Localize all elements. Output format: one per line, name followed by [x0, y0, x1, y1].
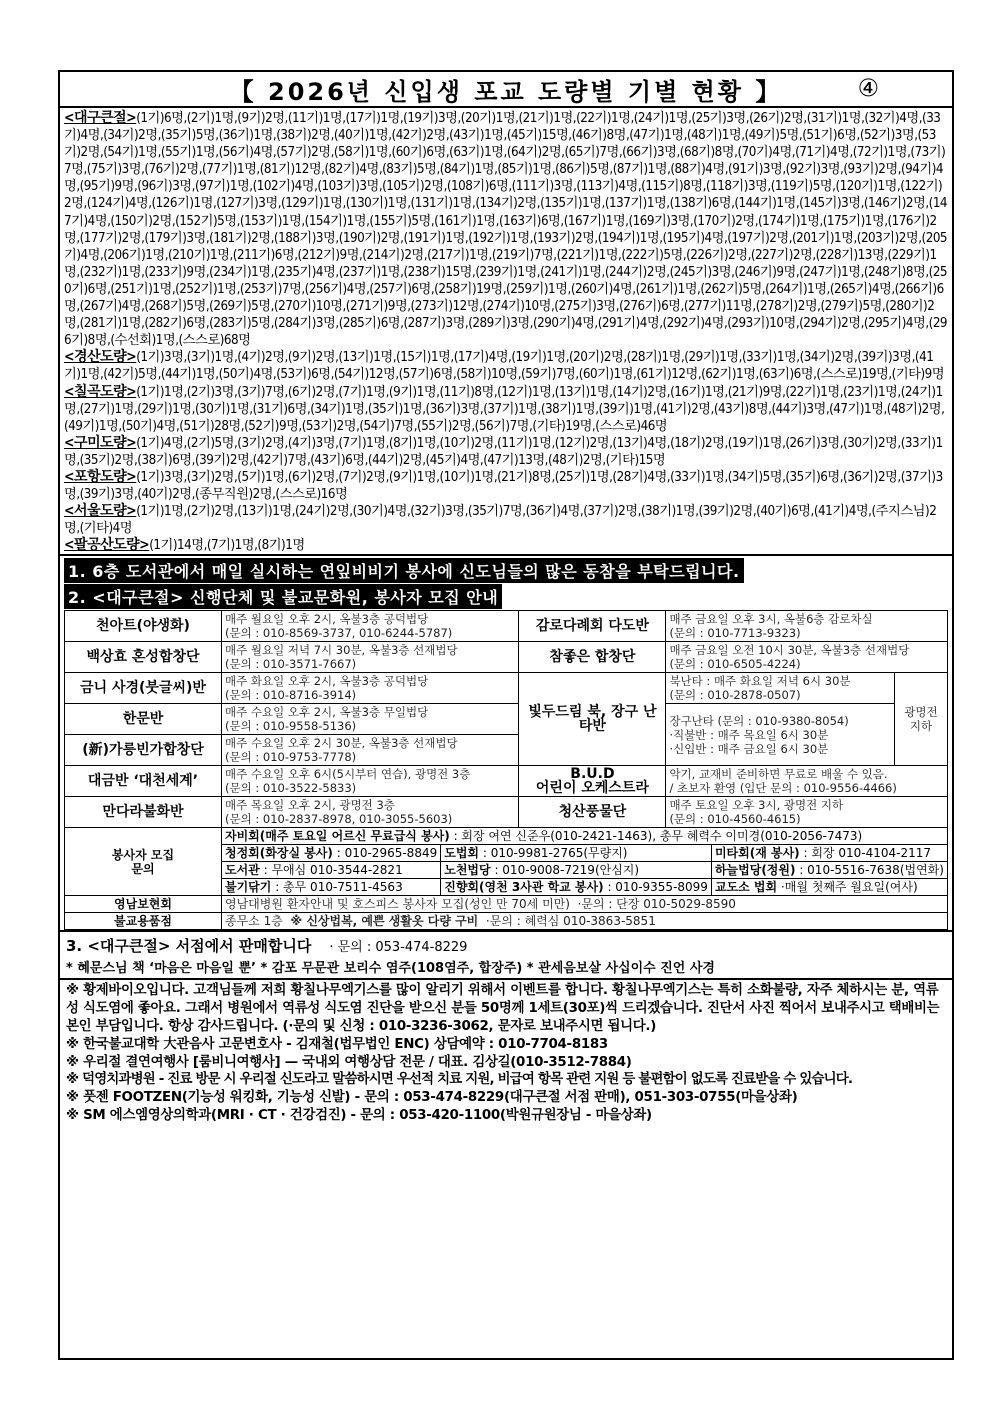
group-name: B.U.D 어린이 오케스트라 [519, 766, 666, 797]
group-name: 빛두드림 북, 장구 난타반 [519, 673, 666, 766]
volunteer-label: 봉사자 모집 문의 [65, 828, 222, 896]
group-info: 북난타 : 매주 화요일 저녁 6시 30분 (문의 : 010-2878-0507) [666, 673, 895, 704]
page-frame [58, 70, 954, 1360]
group-info: 악기, 교재비 준비하면 무료로 배울 수 있음. / 초보자 환영 (입단 문의 : 010-9556-4466) [666, 766, 948, 797]
title-text: 【 2026년 신입생 포교 도량별 기별 현황 】 [229, 77, 783, 106]
volunteer-cell: 청정회(화장실 봉사) : 010-2965-8849 [222, 845, 441, 862]
stats-section [60, 108, 952, 554]
ad-item: ※ 풋젠 FOOTZEN(기능성 워킹화, 기능성 신발) - 문의 : 053-474-8229(대구큰절 서점 판매), 051-303-0755(마을상좌) [66, 1090, 798, 1106]
volunteer-cell: 불기닦기 : 총무 010-7511-4563 [222, 879, 441, 896]
volunteer-cell: 미타회(재 봉사) : 회장 010-4104-2117 [711, 845, 947, 862]
table-row [65, 828, 948, 845]
table-row [65, 642, 948, 673]
table-row [65, 704, 948, 735]
stats-text: (1기)6명,(2기)1명,(9기)2명,(11기)1명,(17기)1명,(19기)3명,(20기)1명,(21기)1명,(22기)1명,(24기)1명,(25기)3명,(26기)2명,(31기)1명,(32기)4명,(33기)4명,(34기)2명,(35기)5명,(36기)1명,(38기)2명,(40기)1명,(42기)2명,(43기)1명,(45기)15명,(46기)8명,(47기)1명,(48기)1명,(49기)5명,(51기)6명,(52기)3명,(53기)2명,(54기)1명,(55기)1명,(56기)4명,(57기)2명,(58기)1명,(60기)6명,(63기)1명,(64기)2명,(65기)7명,(66기)3명,(68기)8명,(70기)4명,(71기)4명,(72기)1명,(73기)7명,(75기)3명,(76기)2명,(77기)1명,(81기)12명,(82기)4명,(83기)5명,(84기)1명,(85기)1명,(86기)5명,(87기)1명,(88기)4명,(91기)3명,(92기)3명,(93기)2명,(94기)4명,(95기)9명,(96기)3명,(97기)1명,(102기)4명,(103기)3명,(105기)2명,(108기)6명,(111기)3명,(113기)4명,(115기)8명,(118기)3명,(119기)5명,(120기)1명,(122기)2명,(124기)4명,(126기)1명,(127기)3명,(129기)1명,(130기)1명,(131기)1명,(134기)2명,(135기)1명,(137기)1명,(138기)6명,(144기)1명,(145기)3명,(146기)2명,(147기)4명,(150기)2명,(152기)5명,(153기)1명,(154기)1명,(155기)5명,(161기)1명,(163기)6명,(167기)1명,(169기)3명,(170기)2명,(174기)1명,(175기)1명,(176기)2명,(177기)2명,(179기)3명,(181기)2명,(188기)3명,(190기)2명,(191기)1명,(192기)1명,(193기)2명,(194기)1명,(195기)4명,(197기)2명,(201기)1명,(203기)2명,(205기)4명,(206기)1명,(210기)1명,(211기)6명,(212기)9명,(214기)2명,(217기)1명,(219기)7명,(221기)1명,(222기)5명,(226기)2명,(227기)2명,(228기)13명,(229기)1명,(232기)1명,(233기)9명,(234기)1명,(235기)4명,(237기)1명,(238기)15명,(239기)1명,(241기)1명,(244기)2명,(245기)3명,(246기)9명,(247기)1명,(248기)8명,(250기)6명,(251기)1명,(252기)1명,(253기)7명,(256기)4명,(257기)6명,(258기)19명,(259기)1명,(260기)4명,(261기)1명,(262기)5명,(264기)1명,(265기)4명,(266기)6명,(267기)4명,(268기)5명,(269기)5명,(270기)10명,(271기)9명,(273기)12명,(274기)10명,(275기)3명,(276기)6명,(277기)11명,(278기)2명,(279기)5명,(280기)2명,(281기)1명,(282기)6명,(283기)5명,(284기)3명,(285기)6명,(287기)3명,(289기)3명,(290기)4명,(291기)4명,(292기)4명,(293기)10명,(294기)2명,(295기)4명,(296기)8명,(수선회)1명,(스스로)68명 [64, 111, 948, 349]
group-name: 만다라불화반 [65, 797, 222, 828]
ads-section [60, 978, 952, 1126]
volunteer-cell: 진향회(영천 3사관 학교 봉사) : 010-9355-8099 [441, 879, 712, 896]
stats-gyeongsan [64, 349, 948, 383]
group-info: 매주 월요일 오후 2시, 옥불3층 공덕법당 (문의 : 010-8569-3737, 010-6244-5787) [222, 611, 519, 642]
group-info: 매주 화요일 오후 2시, 옥불3층 공덕법당 (문의 : 010-8716-3914) [222, 673, 519, 704]
temple-name: <구미도량> [64, 434, 137, 451]
notice-1: 1. 6층 도서관에서 매일 실시하는 연잎비비기 봉사에 신도님들의 많은 동참을 부탁드립니다. [64, 558, 744, 583]
stats-chilgok [64, 384, 948, 435]
group-name: 백상효 혼성합창단 [65, 642, 222, 673]
group-info: 매주 수요일 오후 2시, 옥불3층 무일법당 (문의 : 010-9558-5136) [222, 704, 519, 735]
table-row [65, 766, 948, 797]
group-info: 매주 월요일 저녁 7시 30분, 옥불3층 선재법당 (문의 : 010-3571-7667) [222, 642, 519, 673]
notice-section [60, 554, 952, 930]
group-info: 매주 수요일 오후 6시(5시부터 연습), 광명전 3층 (문의 : 010-3522-5833) [222, 766, 519, 797]
volunteer-table [64, 827, 948, 930]
notice-2: 2. <대구큰절> 신행단체 및 불교문화원, 봉사자 모집 안내 [64, 584, 502, 609]
bookstore-section [60, 930, 952, 978]
stats-palgongsan [64, 537, 948, 554]
group-info: 매주 목요일 오후 2시, 광명전 3층 (문의 : 010-2837-8978, 010-3055-5603) [222, 797, 519, 828]
group-name: 대금반 ‘대천세계’ [65, 766, 222, 797]
stats-text: (1기)1명,(2기)3명,(3기)7명,(6기)2명,(7기)1명,(9기)1명,(11기)8명,(12기)1명,(13기)1명,(14기)2명,(16기)1명,(21기)9명,(22기)1명,(23기)1명,(24기)1명,(27기)1명,(29기)1명,(30기)1명,(31기)6명,(34기)1명,(35기)1명,(36기)3명,(37기)1명,(38기)1명,(39기)1명,(41기)2명,(43기)8명,(44기)3명,(47기)1명,(48기)2명,(49기)1명,(50기)4명,(51기)28명,(52기)9명,(53기)2명,(54기)7명,(55기)2명,(56기)7명,(기타)19명,(스스로)46명 [64, 384, 945, 434]
group-name: 천아트(야생화) [65, 611, 222, 642]
group-info: 장구난타 (문의 : 010-9380-8054) ·직불반 : 매주 목요일 6시 30분 ·신입반 : 매주 금요일 6시 30분 [666, 704, 895, 766]
volunteer-jabi: 자비회(매주 토요일 어르신 무료급식 봉사) : 회장 여연 신준우(010-2421-1463), 총무 혜력수 이미경(010-2056-7473) [222, 828, 948, 845]
stats-text: (1기)3명,(3기)2명,(5기)1명,(6기)2명,(7기)2명,(9기)1명,(10기)1명,(21기)8명,(25기)1명,(28기)4명,(33기)1명,(34기)5명,(35기)6명,(36기)2명,(37기)3명,(39기)3명,(40기)2명,(종무직원)2명,(스스로)16명 [64, 469, 943, 503]
volunteer-cell: 도법회 : 010-9981-2765(무량지) [441, 845, 712, 862]
ad-item: ※ SM 에스엠영상의학과(MRI · CT · 건강검진) - 문의 : 053-420-1100(박원규원장님 - 마을상좌) [66, 1108, 652, 1124]
store-label: 불교용품점 [65, 913, 222, 930]
temple-name: <칠곡도량> [64, 383, 137, 400]
table-row [65, 673, 948, 704]
volunteer-cell: 노천법당 : 010-9008-7219(안심지) [441, 862, 712, 879]
temple-name: <팔공산도량> [64, 537, 150, 554]
group-place: 광명전 지하 [895, 673, 948, 766]
group-name: 참좋은 합창단 [519, 642, 666, 673]
page-title [60, 72, 952, 108]
stats-text: (1기)1명,(2기)2명,(13기)1명,(24기)2명,(30기)4명,(32기)3명,(35기)7명,(36기)4명,(37기)2명,(38기)1명,(39기)2명,(40기)6명,(41기)4명,(주지스님)2명,(기타)4명 [64, 504, 937, 537]
stats-pohang [64, 469, 948, 503]
volunteer-cell: 하늘법당(정원) : 010-5516-7638(법연화) [711, 862, 947, 879]
yeongnam-info: 영남대병원 환자안내 및 호스피스 봉사자 모집(성인 만 70세 미만) ·문의 : 단장 010-5029-8590 [222, 896, 948, 913]
table-row [65, 913, 948, 930]
temple-name: <경산도량> [64, 349, 137, 366]
store-info: 종무소 1층 ※ 신상법복, 예쁜 생활옷 다량 구비 ·문의 : 혜력심 010-3863-5851 [222, 913, 948, 930]
page-number: ④ [857, 74, 882, 102]
temple-name: <서울도량> [64, 503, 137, 520]
ad-item: ※ 황제바이오입니다. 고객님들께 저희 황칠나무엑기스를 많이 알리기 위해서 이벤트를 합니다. 황칠나무엑기스는 특히 소화불량, 자주 체하시는 분, 역류성 식도염에 좋아요. 그래서 병원에서 역류성 식도염 진단을 받으신 분들 50명께 1세트(30포)씩 드리겠습니다. 진단서 사진 찍어서 보내주시고 택배비는 본인 부담입니다. 항상 감사드립니다. (·문의 및 신청 : 010-3236-3062, 문자로 보내주시면 됩니다.) [66, 983, 940, 1035]
stats-text: (1기)4명,(2기)5명,(3기)2명,(4기)3명,(7기)1명,(8기)1명,(10기)2명,(11기)1명,(12기)2명,(13기)4명,(18기)2명,(19기)1명,(26기)3명,(30기)2명,(33기)1명,(35기)2명,(38기)6명,(39기)2명,(42기)7명,(43기)6명,(44기)2명,(45기)4명,(47기)13명,(48기)2명,(기타)15명 [64, 435, 943, 468]
group-name: 청산풍물단 [519, 797, 666, 828]
group-name: 금니 사경(붓글씨)반 [65, 673, 222, 704]
group-info: 매주 수요일 오후 2시 30분, 옥불3층 선재법당 (문의 : 010-9753-7778) [222, 735, 519, 766]
volunteer-cell: 교도소 법회 ·매월 첫째주 월요일(여사) [711, 879, 947, 896]
stats-text: (1기)3명,(3기)1명,(4기)2명,(9기)2명,(13기)1명,(15기)1명,(17기)4명,(19기)1명,(20기)2명,(28기)1명,(29기)1명,(33기)1명,(34기)2명,(39기)3명,(41기)1명,(42기)5명,(44기)1명,(50기)4명,(53기)6명,(54기)12명,(57기)6명,(58기)10명,(59기)7명,(60기)1명,(61기)12명,(62기)1명,(63기)6명,(스스로)19명,(기타)9명 [64, 350, 945, 383]
group-info: 매주 토요일 오후 3시, 광명전 지하 (문의 : 010-4560-4615) [666, 797, 948, 828]
bookstore-contact: · 문의 : 053-474-8229 [329, 940, 468, 956]
table-row [65, 797, 948, 828]
stats-gumi [64, 435, 948, 469]
ad-item: ※ 덕영치과병원 - 진료 방문 시 우리절 신도라고 말씀하시면 우선적 치료 지원, 비급여 항목 관련 지원 등 불편함이 없도록 진료받을 수 있습니다. [66, 1072, 853, 1088]
yeongnam-label: 영남보현회 [65, 896, 222, 913]
bookstore-items: * 혜문스님 책 ‘마음은 마음일 뿐’ * 감포 무문관 보리수 염주(108염주, 합장주) * 관세음보살 사십이수 진언 사경 [66, 961, 715, 977]
volunteer-cell: 도서관 : 무애심 010-3544-2821 [222, 862, 441, 879]
ad-item: ※ 우리절 결연여행사 [룸비니여행사] — 국내외 여행상담 전문 / 대표. 김상길(010-3512-7884) [66, 1054, 632, 1070]
stats-seoul [64, 503, 948, 537]
temple-name: <대구큰절> [64, 110, 137, 126]
group-name: 한문반 [65, 704, 222, 735]
stats-text: (1기)14명,(7기)1명,(8기)1명 [149, 538, 305, 554]
bookstore-heading: 3. <대구큰절> 서점에서 판매합니다 [66, 937, 312, 956]
groups-table [64, 610, 948, 828]
group-info: 매주 금요일 오후 3시, 옥불6층 감로차실 (문의 : 010-7713-9323) [666, 611, 948, 642]
table-row [65, 896, 948, 913]
group-name: (新)가릉빈가합창단 [65, 735, 222, 766]
table-row [65, 611, 948, 642]
ad-item: ※ 한국불교대학 大관음사 고문변호사 - 김재철(법무법인 ENC) 상담예약 : 010-7704-8183 [66, 1036, 608, 1052]
group-info: 매주 금요일 오전 10시 30분, 옥불3층 선재법당 (문의 : 010-6505-4224) [666, 642, 948, 673]
temple-name: <포항도량> [64, 468, 137, 485]
group-name: 감로다례회 다도반 [519, 611, 666, 642]
stats-daegu [64, 110, 948, 349]
